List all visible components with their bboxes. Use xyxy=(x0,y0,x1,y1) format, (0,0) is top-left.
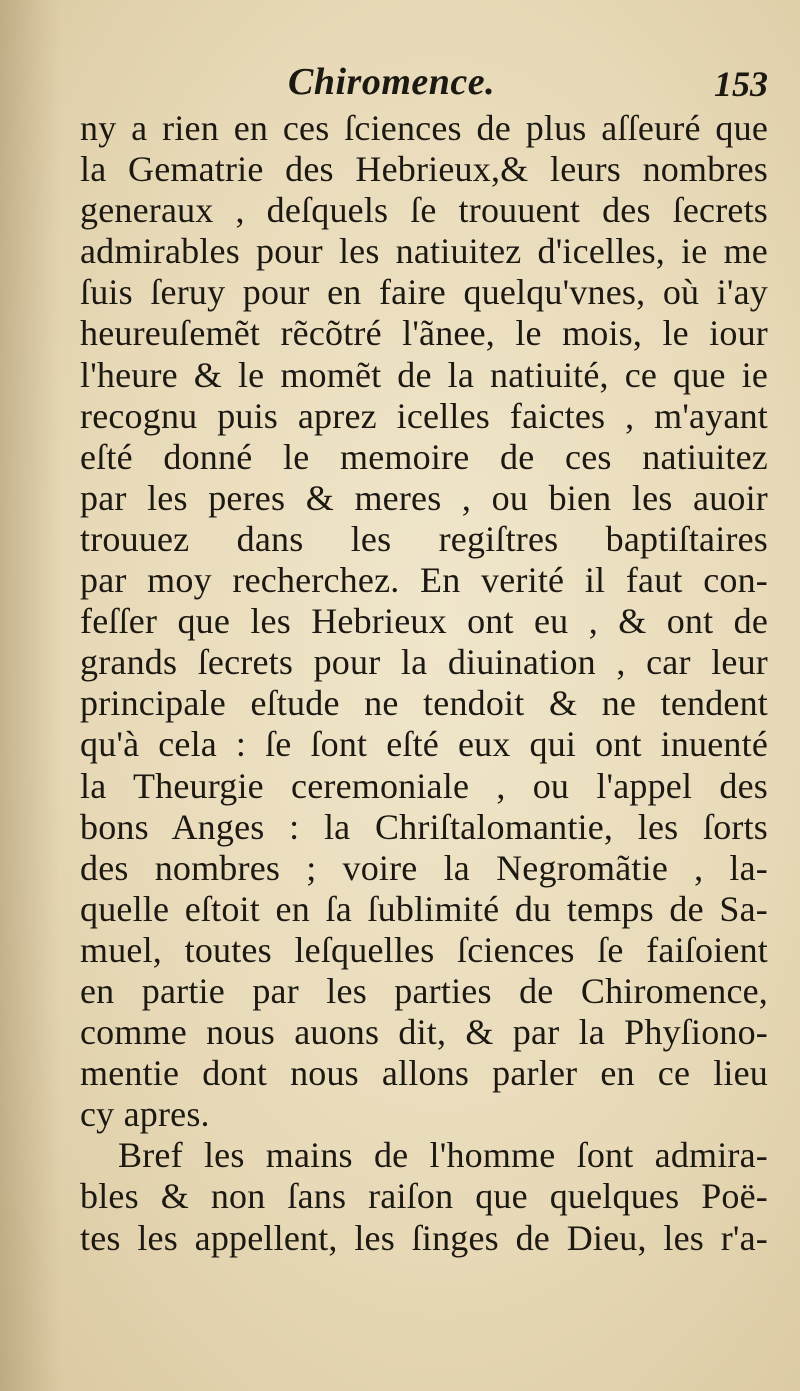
text-line: par moy recherchez. En verité il faut con- xyxy=(80,560,768,601)
text-line: l'heure & le momẽt de la natiuité, ce que ie xyxy=(80,354,768,395)
text-line: muel, toutes leſquelles ſciences ſe faiſoient xyxy=(80,929,768,970)
text-line: recognu puis aprez icelles faictes , m'ayant xyxy=(80,395,768,436)
text-line: la Theurgie ceremoniale , ou l'appel des xyxy=(80,765,768,806)
text-line: ny a rien en ces ſciences de plus aſſeuré que xyxy=(80,108,768,148)
text-line: heureuſemẽt rẽcõtré l'ãnee, le mois, le iour xyxy=(80,313,768,354)
text-line-paragraph-end: cy apres. xyxy=(80,1094,210,1135)
text-line: comme nous auons dit, & par la Phyſiono- xyxy=(80,1012,768,1053)
text-line: qu'à cela : ſe ſont eſté eux qui ont inuenté xyxy=(80,724,768,765)
text-line-paragraph-start: Bref les mains de l'homme ſont admira- xyxy=(118,1135,768,1176)
body-text xyxy=(80,108,768,1259)
text-line: bles & non ſans raiſon que quelques Poë- xyxy=(80,1176,768,1217)
text-line: generaux , deſquels ſe trouuent des ſecrets xyxy=(80,190,768,231)
running-head xyxy=(0,58,800,108)
text-line: grands ſecrets pour la diuination , car leur xyxy=(80,642,768,683)
text-line: la Gematrie des Hebrieux,& leurs nombres xyxy=(80,149,768,190)
text-line: quelle eſtoit en ſa ſublimité du temps de Sa- xyxy=(80,888,768,929)
page-number: 153 xyxy=(714,64,768,104)
text-line: en partie par les parties de Chiromence, xyxy=(80,970,768,1011)
text-line: principale eſtude ne tendoit & ne tendent xyxy=(80,683,768,724)
text-line: des nombres ; voire la Negromãtie , la- xyxy=(80,847,768,888)
text-line: eſté donné le memoire de ces natiuitez xyxy=(80,436,768,477)
text-line: par les peres & meres , ou bien les auoir xyxy=(80,477,768,518)
text-line: ſuis ſeruy pour en faire quelqu'vnes, où i'ay xyxy=(80,272,768,313)
running-title: Chiromence. xyxy=(288,61,496,103)
text-line: mentie dont nous allons parler en ce lieu xyxy=(80,1053,768,1094)
text-line: tes les appellent, les ſinges de Dieu, les r'a- xyxy=(80,1217,768,1258)
text-line: bons Anges : la Chriſtalomantie, les ſorts xyxy=(80,806,768,847)
text-line: feſſer que les Hebrieux ont eu , & ont de xyxy=(80,601,768,642)
text-line: admirables pour les natiuitez d'icelles, ie me xyxy=(80,231,768,272)
page-gutter-shadow xyxy=(0,0,60,1391)
text-line: trouuez dans les regiſtres baptiſtaires xyxy=(80,518,768,559)
